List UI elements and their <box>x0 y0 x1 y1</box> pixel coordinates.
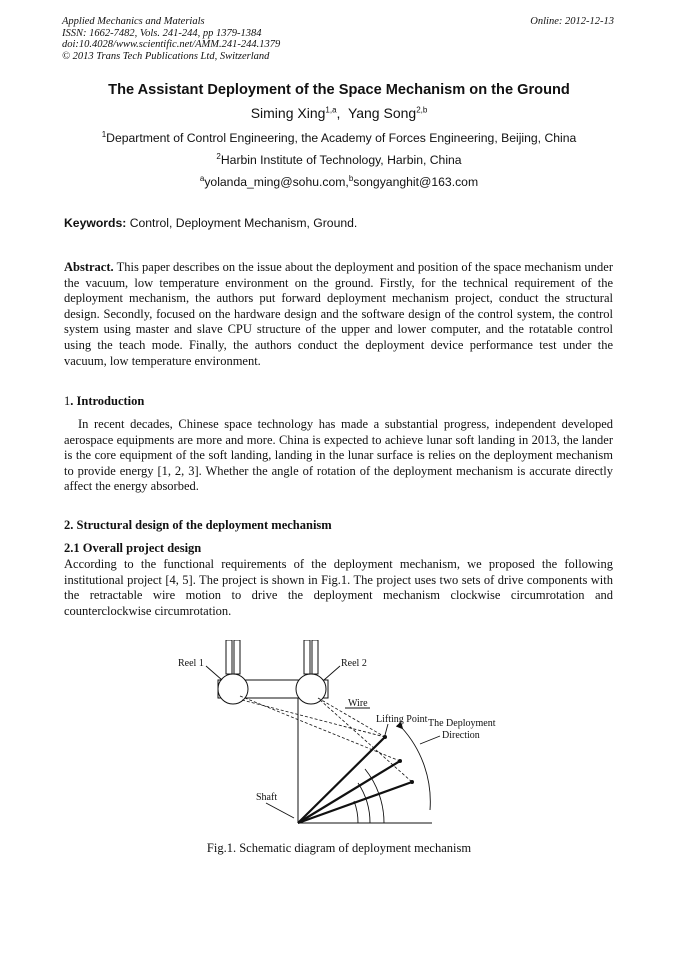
abstract-label: Abstract. <box>64 260 114 274</box>
lifting-point-leader <box>385 724 388 735</box>
label-direction-line2: Direction <box>442 730 480 741</box>
journal-copyright: © 2013 Trans Tech Publications Ltd, Switzerland <box>62 50 270 62</box>
journal-doi: doi:10.4028/www.scientific.net/AMM.241-244.1379 <box>62 39 281 50</box>
paper-title: The Assistant Deployment of the Space Mechanism on the Ground <box>108 82 570 98</box>
intro-number: 1 <box>64 394 71 408</box>
intro-heading: 1. Introduction <box>64 394 145 408</box>
reel-2 <box>296 674 326 704</box>
online-date: Online: 2012-12-13 <box>530 16 614 27</box>
angle-arc-medium <box>358 783 370 823</box>
lifting-point-3 <box>410 780 414 784</box>
intro-paragraph: In recent decades, Chinese space technology has made a substantial progress, independent developed aerospace equipments are more and more. China is expected to achieve lunar soft landing in 2013, the lander is the core equipment of the soft landing, landing in the lunar surface is relies on the deployment mechanism to provide energy [1, 2, 3]. Whether the angle of rotation of the deployment mechanism is accurate directly affect the energy absorbed. <box>64 417 613 494</box>
journal-header <box>62 16 280 62</box>
figure-1-diagram <box>170 640 510 835</box>
section-2-heading: 2. Structural design of the deployment mechanism <box>64 518 332 532</box>
label-wire: Wire <box>348 698 368 709</box>
reel-2-support-left <box>304 640 310 674</box>
email-line <box>0 175 678 189</box>
arm-1 <box>298 737 385 823</box>
reel-1-support-left <box>226 640 232 674</box>
email-b-sup: b <box>348 173 354 183</box>
reel-2-leader <box>324 666 340 680</box>
lifting-point-1 <box>383 735 387 739</box>
journal-name: Applied Mechanics and Materials <box>62 16 205 27</box>
angle-arc-small <box>354 801 358 823</box>
section-2-1-paragraph: According to the functional requirements of the deployment mechanism, we proposed the following institutional project [4, 5]. The project is shown in Fig.1. The project uses two sets of drive components with the retractable wire motion to drive the deployment mechanism clockwise circumrotation and counterclockwise circumrotation. <box>64 557 613 618</box>
author-2-sup: 2,b <box>416 105 428 115</box>
label-reel-1: Reel 1 <box>178 658 204 669</box>
reel-1-leader <box>206 666 222 680</box>
abstract <box>64 260 613 369</box>
abstract-text: This paper describes on the issue about the deployment and position of the space mechanism under the vacuum, low temperature environment on the ground. Firstly, for the technical requirement of the deployment mechanism, the authors put forward deployment mechanism project, conduct the structural design. Secondly, focused on the hardware design and the software design of the control system, the control system using master and slave CPU structure of the upper and lower computer, and the rotatable control using the teach mode. Finally, the authors conduct the deployment device performance test under the vacuum, low temperature environment. <box>64 260 613 368</box>
keywords <box>64 216 357 230</box>
intro-title: Introduction <box>76 394 145 408</box>
author-1-name: Siming Xing <box>250 105 326 121</box>
reel-2-support-right <box>312 640 318 674</box>
email-a[interactable]: yolanda_ming@sohu.com, <box>204 175 349 189</box>
direction-leader <box>420 736 440 744</box>
keywords-text: Control, Deployment Mechanism, Ground. <box>129 216 358 230</box>
label-reel-2: Reel 2 <box>341 658 367 669</box>
email-b[interactable]: songyanghit@163.com <box>353 175 479 189</box>
author-line: Siming Xing$^{1,a}$, Yang Song$^{2,b}$ <box>250 105 428 121</box>
affiliation-2-text: Harbin Institute of Technology, Harbin, China <box>220 153 462 167</box>
reel-1-support-right <box>234 640 240 674</box>
label-direction-line1: The Deployment <box>428 718 496 729</box>
author-2-name: Yang Song <box>347 105 417 121</box>
section-2-1-heading: 2.1 Overall project design <box>64 541 202 555</box>
lifting-point-2 <box>398 759 402 763</box>
label-lifting-point: Lifting Point <box>376 714 428 725</box>
affiliation-1-text: Department of Control Engineering, the Academy of Forces Engineering, Beijing, China <box>106 131 577 145</box>
reel-1 <box>218 674 248 704</box>
keywords-label: Keywords: <box>64 216 127 230</box>
label-shaft: Shaft <box>256 792 278 803</box>
deployment-direction-arrow <box>402 728 430 810</box>
journal-issn: ISSN: 1662-7482, Vols. 241-244, pp 1379-1384 <box>62 27 262 39</box>
wire-2 <box>240 696 400 761</box>
author-1-sup: 1,a <box>325 105 337 115</box>
affiliation-1-sup: 1 <box>101 129 107 139</box>
affiliation-1 <box>0 131 678 145</box>
affiliation-2-sup: 2 <box>216 151 221 161</box>
figure-1-caption: Fig.1. Schematic diagram of deployment mechanism <box>206 841 472 855</box>
shaft-leader <box>266 803 294 818</box>
affiliation-2 <box>0 153 678 167</box>
email-a-sup: a <box>199 173 205 183</box>
